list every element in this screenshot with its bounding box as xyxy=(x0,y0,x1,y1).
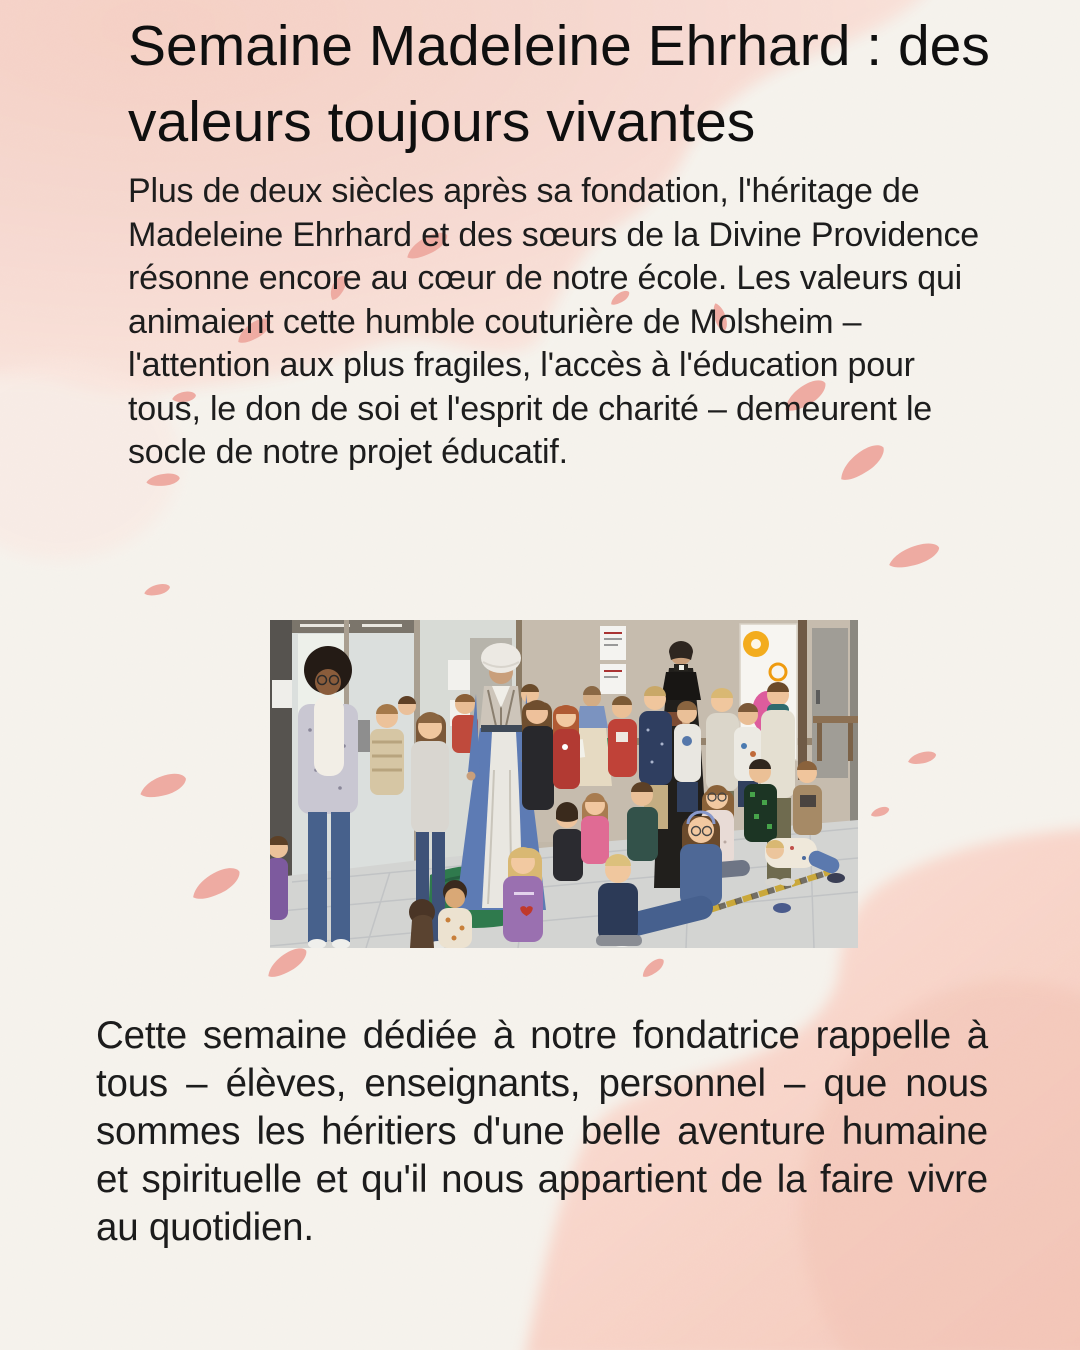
girl-purple-left-edge xyxy=(270,836,288,920)
girl-pink-laughing xyxy=(581,793,609,864)
closing-paragraph xyxy=(96,1012,988,1252)
closing-line: sommes les héritiers d'une belle aventure humaine xyxy=(96,1110,988,1153)
intro-line: tous, le don de soi et l'esprit de charité – demeurent le xyxy=(128,389,933,428)
intro-line: socle de notre projet éducatif. xyxy=(128,433,568,471)
intro-line: animaient cette humble couturière de Molsheim – xyxy=(128,302,862,341)
intro-line: résonne encore au cœur de notre école. Les valeurs qui xyxy=(128,259,963,297)
closing-line: tous – élèves, enseignants, personnel – que nous xyxy=(96,1062,988,1105)
intro-line: l'attention aux plus fragiles, l'accès à l'éducation pour xyxy=(128,346,915,384)
closing-line: Cette semaine dédiée à notre fondatrice rappelle à xyxy=(96,1014,988,1057)
closing-line: et spirituelle et qu'il nous appartient de la faire vivre xyxy=(96,1158,988,1201)
title-line: valeurs toujours vivantes xyxy=(128,90,756,154)
intro-line: Plus de deux siècles après sa fondation, l'héritage de xyxy=(128,172,920,210)
girl-black-top xyxy=(522,700,554,810)
intro-line: Madeleine Ehrhard et des sœurs de la Divine Providence xyxy=(128,215,979,254)
girl-red-heart xyxy=(553,705,580,789)
closing-line: au quotidien. xyxy=(96,1206,314,1249)
school-photo-illustration xyxy=(270,620,858,948)
girl-purple-sweatshirt xyxy=(503,847,543,942)
page-title xyxy=(128,8,990,160)
child-bottom-left-partial xyxy=(409,899,435,948)
school-group-photo xyxy=(270,620,858,948)
intro-paragraph xyxy=(128,170,979,475)
title-line: Semaine Madeleine Ehrhard : des xyxy=(128,14,990,78)
